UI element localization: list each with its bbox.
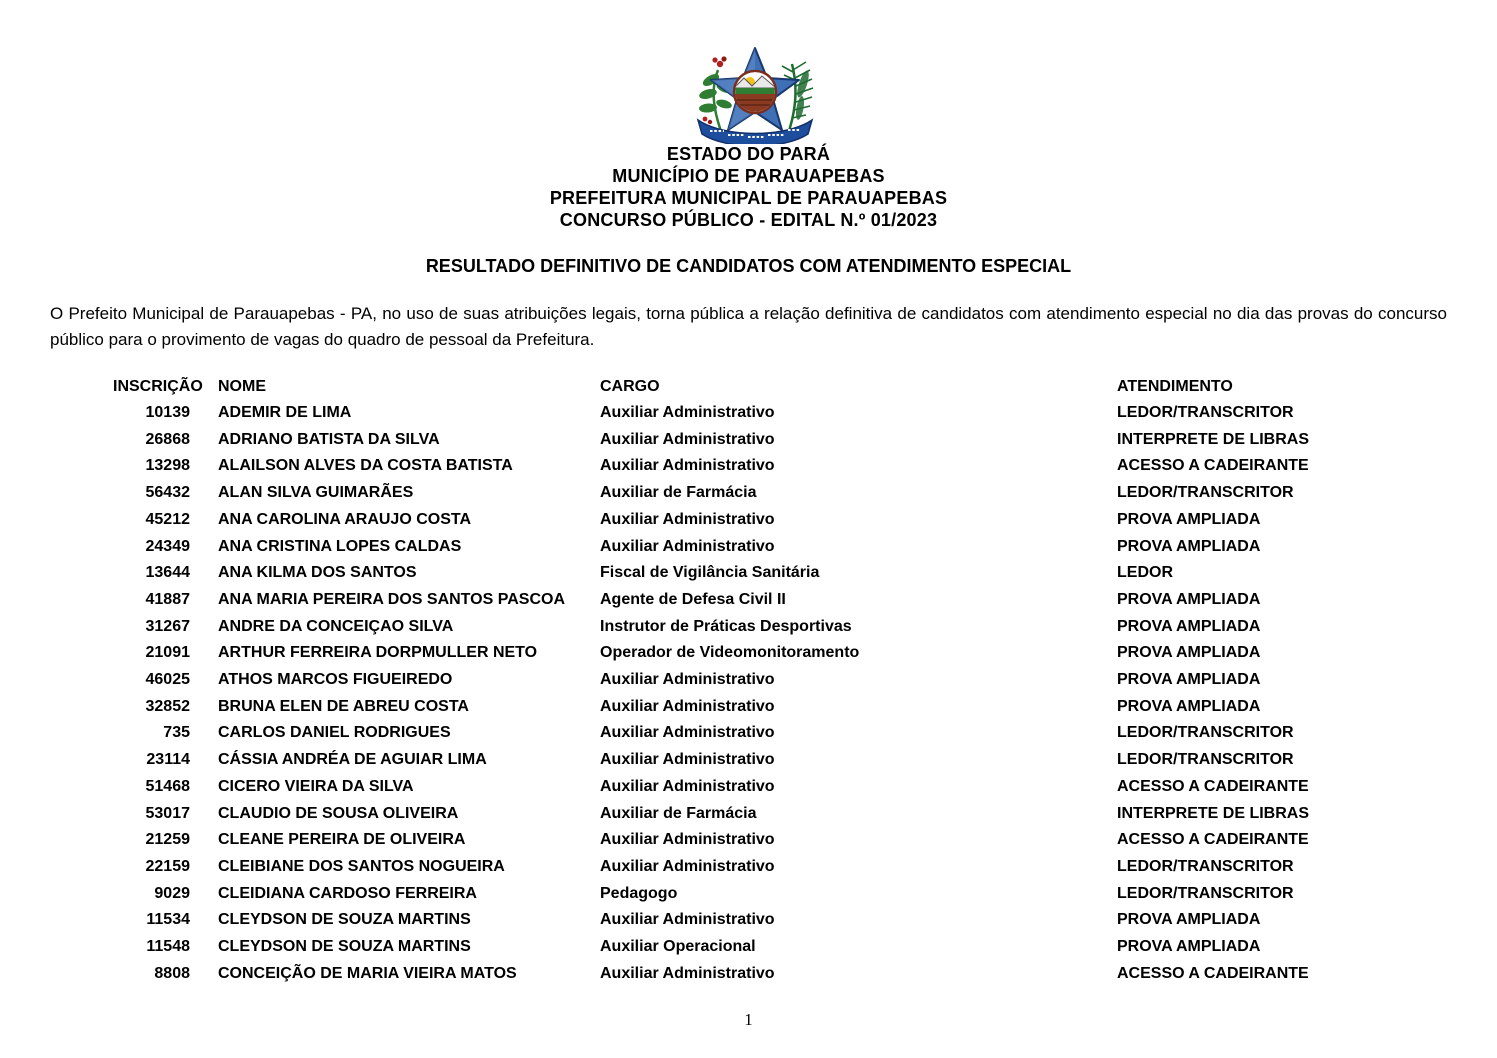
inscricao-cell: 23114: [146, 751, 190, 769]
nome-cell: ALAN SILVA GUIMARÃES: [218, 484, 414, 502]
table-body: [113, 400, 1453, 987]
cargo-cell: Agente de Defesa Civil II: [600, 590, 786, 608]
atendimento-cell: PROVA AMPLIADA: [1117, 590, 1261, 608]
cargo-cell: Auxiliar Administrativo: [600, 911, 775, 929]
cargo-cell: Auxiliar Operacional: [600, 938, 756, 956]
nome-cell: ANA MARIA PEREIRA DOS SANTOS PASCOA: [218, 590, 565, 608]
table-row: [113, 480, 1453, 507]
column-header-atendimento: ATENDIMENTO: [1117, 378, 1233, 395]
cargo-cell: Fiscal de Vigilância Sanitária: [600, 564, 820, 582]
table-header-row: [113, 374, 1453, 400]
atendimento-cell: PROVA AMPLIADA: [1117, 911, 1261, 929]
atendimento-cell: LEDOR/TRANSCRITOR: [1117, 724, 1294, 742]
atendimento-cell: LEDOR/TRANSCRITOR: [1117, 484, 1294, 502]
table-row: [113, 587, 1453, 614]
nome-cell: ANA KILMA DOS SANTOS: [218, 564, 417, 582]
org-header-line-edital: CONCURSO PÚBLICO - EDITAL N.º 01/2023: [559, 210, 938, 230]
inscricao-cell: 22159: [145, 857, 190, 875]
parauapebas-coat-of-arms-icon: [684, 42, 826, 144]
inscricao-cell: 31267: [145, 617, 190, 635]
nome-cell: CLEIDIANA CARDOSO FERREIRA: [218, 884, 477, 902]
left-branch-icon: [698, 56, 733, 134]
table-row: [113, 934, 1453, 961]
cargo-cell: Operador de Videomonitoramento: [600, 644, 860, 662]
cargo-cell: Auxiliar de Farmácia: [600, 484, 757, 502]
inscricao-cell: 53017: [145, 804, 190, 822]
atendimento-cell: LEDOR/TRANSCRITOR: [1117, 884, 1294, 902]
nome-cell: CLEYDSON DE SOUZA MARTINS: [218, 911, 471, 929]
nome-cell: CONCEIÇÃO DE MARIA VIEIRA MATOS: [218, 964, 517, 982]
candidates-table: [113, 374, 1453, 987]
table-row: [113, 560, 1453, 587]
nome-cell: CLEANE PEREIRA DE OLIVEIRA: [218, 831, 466, 849]
column-header-inscricao: INSCRIÇÃO: [113, 378, 203, 395]
nome-cell: ANA CRISTINA LOPES CALDAS: [218, 537, 462, 555]
org-header-line-state: ESTADO DO PARÁ: [666, 144, 831, 164]
nome-cell: BRUNA ELEN DE ABREU COSTA: [218, 697, 469, 715]
inscricao-cell: 11534: [146, 911, 190, 929]
nome-cell: CLEYDSON DE SOUZA MARTINS: [218, 938, 471, 956]
table-row: [113, 453, 1453, 480]
page-title: RESULTADO DEFINITIVO DE CANDIDATOS COM ATENDIMENTO ESPECIAL: [425, 256, 1072, 276]
table-row: [113, 667, 1453, 694]
table-row: [113, 961, 1453, 988]
inscricao-cell: 56432: [145, 484, 190, 502]
org-header: [0, 143, 1497, 231]
intro-paragraph: O Prefeito Municipal de Parauapebas - PA, no uso de suas atribuições legais, torna pública a relação definitiva de candidatos com atendimento especial no dia das provas do concurso público para o provimento de vagas do quadro de pessoal da Prefeitura.: [50, 304, 1447, 349]
inscricao-cell: 8808: [154, 964, 190, 982]
inscricao-cell: 11548: [146, 938, 190, 956]
atendimento-cell: LEDOR/TRANSCRITOR: [1117, 404, 1294, 421]
atendimento-cell: LEDOR: [1117, 564, 1173, 582]
inscricao-cell: 32852: [145, 697, 190, 715]
nome-cell: ARTHUR FERREIRA DORPMULLER NETO: [218, 644, 538, 662]
atendimento-cell: INTERPRETE DE LIBRAS: [1117, 804, 1310, 822]
atendimento-cell: LEDOR/TRANSCRITOR: [1117, 857, 1294, 875]
cargo-cell: Auxiliar Administrativo: [600, 457, 775, 475]
atendimento-cell: ACESSO A CADEIRANTE: [1117, 457, 1309, 475]
table-row: [113, 827, 1453, 854]
inscricao-cell: 13298: [145, 457, 190, 475]
table-row: [113, 907, 1453, 934]
nome-cell: CÁSSIA ANDRÉA DE AGUIAR LIMA: [218, 751, 487, 769]
table-row: [113, 534, 1453, 561]
nome-cell: CICERO VIEIRA DA SILVA: [218, 777, 414, 795]
inscricao-cell: 24349: [145, 537, 190, 555]
atendimento-cell: LEDOR/TRANSCRITOR: [1117, 751, 1294, 769]
column-header-nome: NOME: [218, 378, 266, 395]
cargo-cell: Instrutor de Práticas Desportivas: [600, 617, 852, 635]
org-header-line-prefecture: PREFEITURA MUNICIPAL DE PARAUAPEBAS: [549, 188, 948, 208]
atendimento-cell: INTERPRETE DE LIBRAS: [1117, 430, 1310, 448]
table-row: [113, 614, 1453, 641]
inscricao-cell: 10139: [145, 404, 190, 421]
cargo-cell: Pedagogo: [600, 884, 678, 902]
cargo-cell: Auxiliar Administrativo: [600, 857, 775, 875]
cargo-cell: Auxiliar Administrativo: [600, 777, 775, 795]
inscricao-cell: 45212: [145, 510, 190, 528]
atendimento-cell: ACESSO A CADEIRANTE: [1117, 831, 1309, 849]
nome-cell: ANDRE DA CONCEIÇAO SILVA: [218, 617, 454, 635]
roundel-icon: [734, 71, 776, 113]
column-header-cargo: CARGO: [600, 378, 660, 395]
atendimento-cell: PROVA AMPLIADA: [1117, 697, 1261, 715]
table-row: [113, 640, 1453, 667]
table-row: [113, 427, 1453, 454]
table-row: [113, 747, 1453, 774]
atendimento-cell: PROVA AMPLIADA: [1117, 938, 1261, 956]
ribbon-banner-icon: [698, 120, 812, 144]
cargo-cell: Auxiliar Administrativo: [600, 697, 775, 715]
cargo-cell: Auxiliar Administrativo: [600, 724, 775, 742]
nome-cell: ATHOS MARCOS FIGUEIREDO: [218, 671, 453, 689]
table-row: [113, 881, 1453, 908]
cargo-cell: Auxiliar Administrativo: [600, 537, 775, 555]
atendimento-cell: PROVA AMPLIADA: [1117, 510, 1261, 528]
atendimento-cell: ACESSO A CADEIRANTE: [1117, 777, 1309, 795]
cargo-cell: Auxiliar Administrativo: [600, 510, 775, 528]
nome-cell: CLEIBIANE DOS SANTOS NOGUEIRA: [218, 857, 505, 875]
table-row: [113, 801, 1453, 828]
nome-cell: ADEMIR DE LIMA: [218, 404, 352, 421]
nome-cell: ALAILSON ALVES DA COSTA BATISTA: [218, 457, 513, 475]
cargo-cell: Auxiliar Administrativo: [600, 430, 775, 448]
inscricao-cell: 46025: [145, 671, 190, 689]
page-number: 1: [744, 1010, 753, 1029]
inscricao-cell: 735: [163, 724, 190, 742]
org-header-line-municipality: MUNICÍPIO DE PARAUAPEBAS: [612, 166, 885, 186]
cargo-cell: Auxiliar Administrativo: [600, 671, 775, 689]
inscricao-cell: 9029: [154, 884, 190, 902]
nome-cell: CLAUDIO DE SOUSA OLIVEIRA: [218, 804, 459, 822]
atendimento-cell: ACESSO A CADEIRANTE: [1117, 964, 1309, 982]
inscricao-cell: 51468: [145, 777, 190, 795]
atendimento-cell: PROVA AMPLIADA: [1117, 537, 1261, 555]
atendimento-cell: PROVA AMPLIADA: [1117, 617, 1261, 635]
table-row: [113, 694, 1453, 721]
inscricao-cell: 21259: [145, 831, 190, 849]
nome-cell: CARLOS DANIEL RODRIGUES: [218, 724, 451, 742]
nome-cell: ANA CAROLINA ARAUJO COSTA: [218, 510, 472, 528]
inscricao-cell: 26868: [145, 430, 190, 448]
cargo-cell: Auxiliar Administrativo: [600, 751, 775, 769]
nome-cell: ADRIANO BATISTA DA SILVA: [218, 430, 440, 448]
atendimento-cell: PROVA AMPLIADA: [1117, 671, 1261, 689]
table-row: [113, 507, 1453, 534]
cargo-cell: Auxiliar Administrativo: [600, 404, 775, 421]
atendimento-cell: PROVA AMPLIADA: [1117, 644, 1261, 662]
inscricao-cell: 13644: [145, 564, 190, 582]
cargo-cell: Auxiliar Administrativo: [600, 964, 775, 982]
table-row: [113, 774, 1453, 801]
table-row: [113, 720, 1453, 747]
cargo-cell: Auxiliar de Farmácia: [600, 804, 757, 822]
inscricao-cell: 21091: [145, 644, 190, 662]
table-row: [113, 854, 1453, 881]
inscricao-cell: 41887: [145, 590, 190, 608]
cargo-cell: Auxiliar Administrativo: [600, 831, 775, 849]
table-row: [113, 400, 1453, 427]
